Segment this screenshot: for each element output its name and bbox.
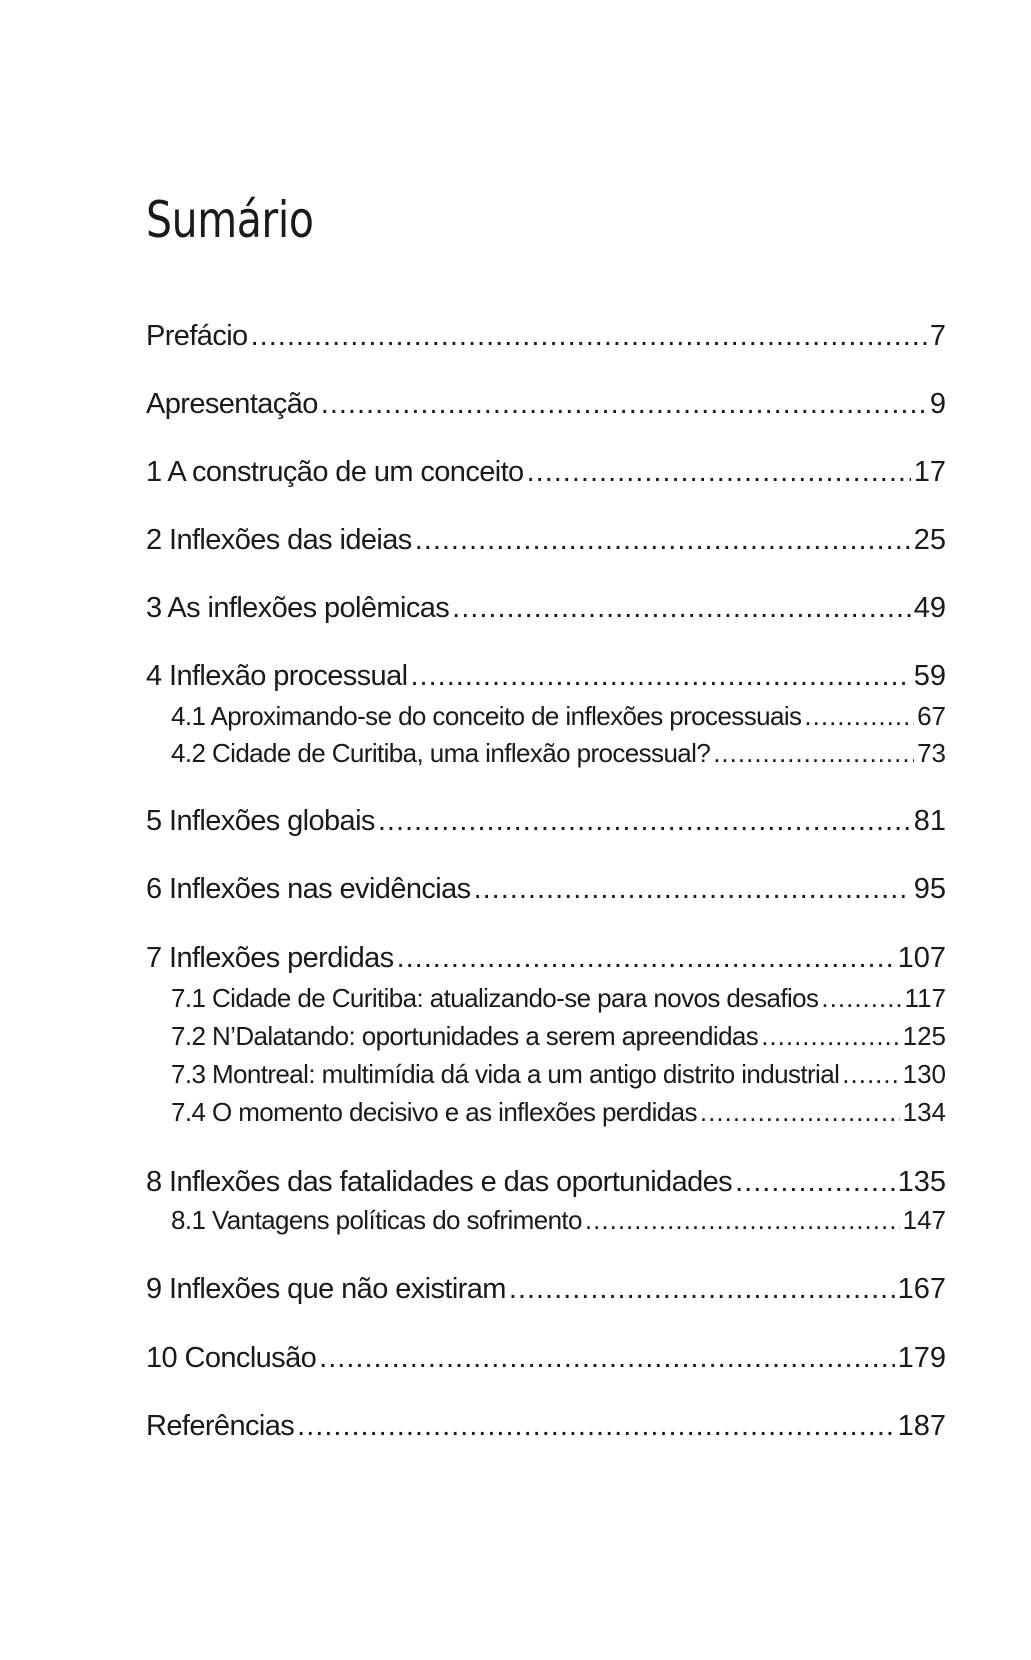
toc-entry-page: 125 <box>902 1021 946 1051</box>
dot-leader <box>700 1092 900 1132</box>
toc-entry-page: 95 <box>913 873 946 905</box>
toc-entry-label: 5 Inflexões globais <box>146 805 375 837</box>
dot-leader <box>474 869 911 909</box>
toc-entry-label: 10 Conclusão <box>146 1342 317 1374</box>
dot-leader <box>527 452 911 492</box>
toc-entry-section-4-1[interactable] <box>171 696 946 736</box>
dot-leader <box>735 1162 895 1202</box>
toc-entry-label: 1 A construção de um conceito <box>146 456 524 488</box>
toc-entry-apresentacao[interactable] <box>146 384 946 424</box>
toc-entry-label: 4.2 Cidade de Curitiba, uma inflexão processual? <box>171 738 711 768</box>
toc-entry-page: 59 <box>913 660 946 692</box>
toc-entry-label: 4.1 Aproximando-se do conceito de inflexões processuais <box>171 701 802 731</box>
toc-entry-label: Prefácio <box>146 320 248 352</box>
toc-entry-label: 8 Inflexões das fatalidades e das oportunidades <box>146 1166 733 1198</box>
toc-entry-label: 4 Inflexão processual <box>146 660 408 692</box>
toc-entry-page: 107 <box>897 942 946 974</box>
dot-leader <box>713 733 914 773</box>
toc-entry-page: 67 <box>917 701 946 731</box>
toc-entry-section-7-1[interactable] <box>171 978 946 1018</box>
toc-entry-chapter-3[interactable] <box>146 588 946 628</box>
dot-leader <box>804 696 914 736</box>
toc-entry-label: 3 As inflexões polêmicas <box>146 592 450 624</box>
toc-entry-section-7-3[interactable] <box>171 1054 946 1094</box>
toc-entry-chapter-6[interactable] <box>146 869 946 909</box>
dot-leader <box>410 656 910 696</box>
toc-entry-label: 8.1 Vantagens políticas do sofrimento <box>171 1205 582 1235</box>
toc-entry-label: Apresentação <box>146 388 318 420</box>
toc-entry-label: 7.3 Montreal: multimídia dá vida a um antigo distrito industrial <box>171 1059 840 1089</box>
toc-entry-page: 167 <box>897 1273 946 1305</box>
toc-entry-chapter-5[interactable] <box>146 801 946 841</box>
toc-entry-prefacio[interactable] <box>146 316 946 356</box>
toc-entry-page: 17 <box>913 456 946 488</box>
toc-entry-page: 179 <box>897 1342 946 1374</box>
toc-entry-page: 9 <box>929 388 946 420</box>
dot-leader <box>821 978 901 1018</box>
toc-entry-label: 6 Inflexões nas evidências <box>146 873 471 905</box>
dot-leader <box>321 384 927 424</box>
dot-leader <box>415 520 911 560</box>
toc-entry-page: 187 <box>897 1410 946 1442</box>
toc-entry-chapter-9[interactable] <box>146 1269 946 1309</box>
dot-leader <box>251 316 927 356</box>
toc-entry-section-7-2[interactable] <box>171 1016 946 1056</box>
page-title: Sumário <box>146 191 314 249</box>
toc-entry-page: 135 <box>897 1166 946 1198</box>
toc-entry-chapter-10[interactable] <box>146 1338 946 1378</box>
toc-entry-chapter-7[interactable] <box>146 938 946 978</box>
toc-entry-section-4-2[interactable] <box>171 733 946 773</box>
toc-entry-page: 81 <box>913 805 946 837</box>
dot-leader <box>761 1016 899 1056</box>
dot-leader <box>842 1054 899 1094</box>
toc-entry-label: 7.1 Cidade de Curitiba: atualizando-se para novos desafios <box>171 983 819 1013</box>
toc-entry-page: 49 <box>913 592 946 624</box>
toc-entry-page: 147 <box>902 1205 946 1235</box>
dot-leader <box>585 1200 900 1240</box>
toc-entry-label: 7 Inflexões perdidas <box>146 942 394 974</box>
dot-leader <box>509 1269 895 1309</box>
toc-entry-label: 9 Inflexões que não existiram <box>146 1273 506 1305</box>
toc-entry-page: 117 <box>904 983 946 1013</box>
dot-leader <box>378 801 911 841</box>
dot-leader <box>452 588 911 628</box>
toc-entry-page: 7 <box>929 320 946 352</box>
toc-entry-referencias[interactable] <box>146 1406 946 1446</box>
toc-entry-page: 73 <box>917 738 946 768</box>
toc-entry-label: 7.4 O momento decisivo e as inflexões perdidas <box>171 1097 697 1127</box>
dot-leader <box>319 1338 894 1378</box>
toc-entry-section-8-1[interactable] <box>171 1200 946 1240</box>
toc-entry-section-7-4[interactable] <box>171 1092 946 1132</box>
toc-entry-page: 130 <box>902 1059 946 1089</box>
toc-entry-label: 2 Inflexões das ideias <box>146 524 412 556</box>
toc-entry-chapter-8[interactable] <box>146 1162 946 1202</box>
dot-leader <box>297 1406 894 1446</box>
toc-entry-label: 7.2 N’Dalatando: oportunidades a serem apreendidas <box>171 1021 759 1051</box>
toc-entry-page: 25 <box>913 524 946 556</box>
toc-entry-page: 134 <box>902 1097 946 1127</box>
toc-entry-label: Referências <box>146 1410 295 1442</box>
toc-entry-chapter-2[interactable] <box>146 520 946 560</box>
toc-entry-chapter-1[interactable] <box>146 452 946 492</box>
dot-leader <box>397 938 895 978</box>
toc-entry-chapter-4[interactable] <box>146 656 946 696</box>
